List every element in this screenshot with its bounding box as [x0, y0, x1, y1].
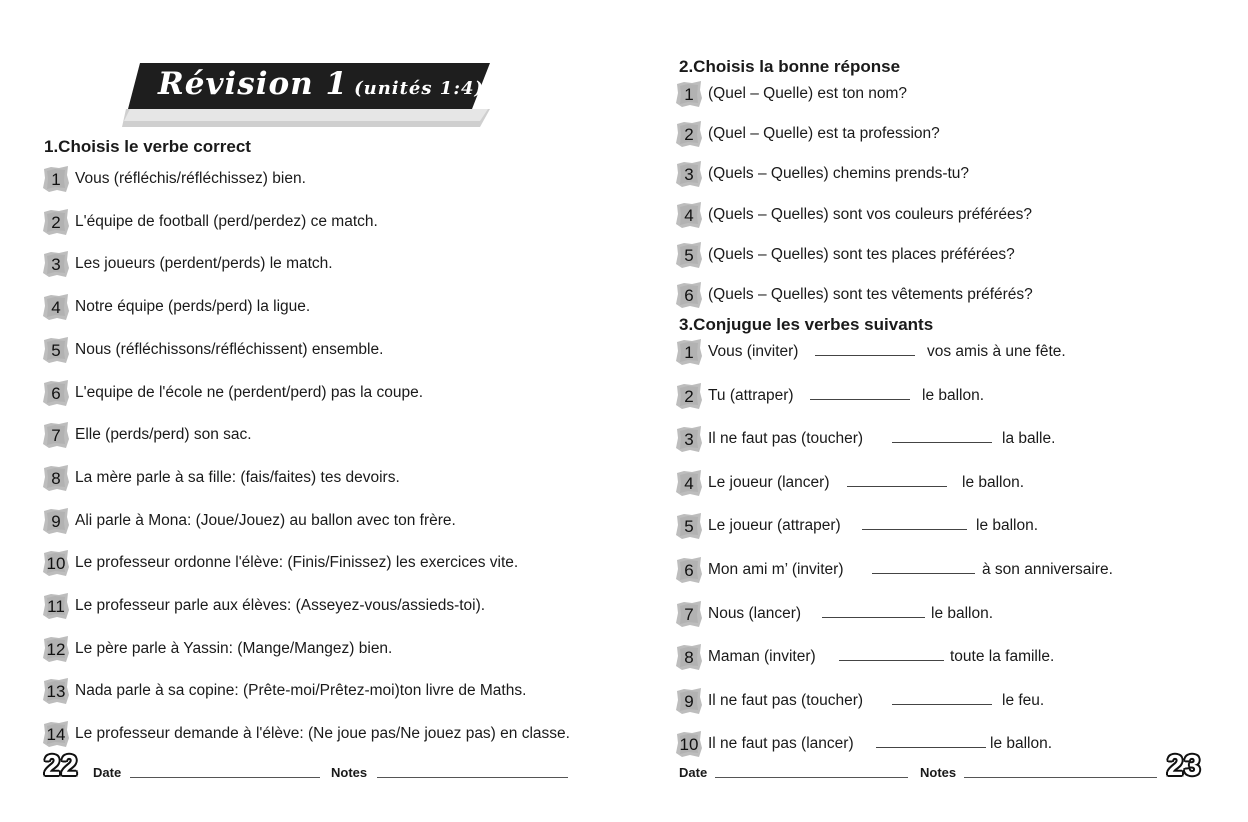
number-badge — [676, 426, 702, 452]
item-text: (Quels – Quelles) sont tes places préférées? — [708, 245, 1015, 263]
page-number-right: 23 — [1167, 750, 1202, 782]
exercise-item — [43, 550, 518, 576]
number-text: 2 — [51, 212, 61, 232]
answer-blank[interactable] — [876, 733, 986, 748]
number-text: 1 — [51, 170, 61, 189]
conjugation-item — [676, 557, 844, 583]
number-badge — [676, 282, 702, 308]
number-text: 6 — [51, 383, 61, 403]
item-text: Le professeur demande à l'élève: (Ne joue pas/Ne jouez pas) en classe. — [75, 725, 570, 743]
conjugation-item — [676, 470, 829, 496]
answer-blank[interactable] — [872, 559, 975, 574]
number-badge — [676, 470, 702, 496]
number-text: 8 — [684, 648, 694, 668]
item-text: Nada parle à sa copine: (Prête-moi/Prêtez-moi)ton livre de Maths. — [75, 682, 527, 700]
exercise-item — [43, 465, 400, 491]
number-badge — [43, 550, 69, 576]
number-badge — [676, 161, 702, 187]
item-suffix: le ballon. — [990, 735, 1053, 753]
section1-heading: 1.Choisis le verbe correct — [44, 137, 251, 156]
exercise-item — [43, 593, 485, 619]
number-badge — [676, 731, 702, 757]
number-text: 1 — [684, 343, 694, 362]
question-item — [676, 161, 969, 187]
answer-blank[interactable] — [892, 428, 992, 443]
number-text: 2 — [684, 386, 694, 406]
number-badge — [43, 508, 69, 534]
page-number-left: 22 — [44, 750, 79, 782]
number-badge — [43, 593, 69, 619]
number-text: 7 — [684, 604, 694, 624]
question-item — [676, 121, 940, 147]
item-continuation — [990, 731, 1052, 757]
item-text: Le père parle à Yassin: (Mange/Mangez) bien. — [75, 639, 393, 657]
exercise-item — [43, 636, 392, 662]
item-text: Elle (perds/perd) son sac. — [75, 426, 252, 444]
exercise-item — [43, 678, 526, 704]
answer-blank[interactable] — [810, 385, 910, 400]
date-label-right: Date — [679, 765, 708, 780]
number-text: 5 — [51, 340, 61, 360]
conjugation-item — [676, 731, 854, 757]
exercise-item — [43, 251, 333, 277]
item-text: (Quel – Quelle) est ta profession? — [708, 125, 940, 143]
item-text: Les joueurs (perdent/perds) le match. — [75, 255, 333, 273]
section2-heading: 2.Choisis la bonne réponse — [679, 57, 901, 76]
exercise-item — [43, 209, 378, 235]
number-badge — [43, 678, 69, 704]
item-suffix: toute la famille. — [950, 648, 1055, 666]
item-prompt: Tu (attraper) — [708, 386, 794, 404]
number-badge — [43, 251, 69, 277]
date-label-left: Date — [93, 765, 122, 780]
item-text: (Quels – Quelles) sont tes vêtements préférés? — [708, 286, 1033, 303]
item-prompt: Il ne faut pas (lancer) — [708, 735, 854, 753]
item-prompt: Maman (inviter) — [708, 648, 816, 666]
number-badge — [43, 166, 69, 192]
number-badge — [676, 242, 702, 268]
number-badge — [676, 644, 702, 670]
item-continuation — [982, 557, 1113, 583]
number-text: 5 — [684, 245, 694, 265]
exercise-item — [43, 422, 252, 448]
item-prompt: Il ne faut pas (toucher) — [708, 691, 864, 709]
number-badge — [43, 422, 69, 448]
number-badge — [43, 380, 69, 406]
number-text: 7 — [51, 426, 61, 446]
number-badge — [676, 81, 702, 107]
number-badge — [676, 601, 702, 627]
notes-line-left[interactable] — [377, 776, 568, 778]
item-prompt: Mon ami m’ (inviter) — [708, 561, 844, 578]
item-suffix: la balle. — [1002, 430, 1056, 448]
exercise-item — [43, 294, 310, 320]
question-item — [676, 81, 907, 107]
answer-blank[interactable] — [862, 515, 967, 530]
item-prompt: Le joueur (lancer) — [708, 473, 830, 491]
number-text: 6 — [684, 286, 694, 305]
item-text: Notre équipe (perds/perd) la ligue. — [75, 298, 311, 316]
item-suffix: le feu. — [1002, 691, 1045, 709]
item-prompt: Il ne faut pas (toucher) — [708, 430, 864, 448]
item-prompt: Nous (lancer) — [708, 604, 802, 622]
item-continuation — [950, 644, 1054, 670]
notes-label-right: Notes — [920, 765, 957, 780]
number-badge — [676, 688, 702, 714]
item-continuation — [931, 601, 993, 627]
item-text: Le professeur parle aux élèves: (Asseyez-vous/assieds-toi). — [75, 597, 486, 614]
number-badge — [676, 557, 702, 583]
item-continuation — [976, 513, 1038, 539]
item-continuation — [962, 470, 1024, 496]
item-text: Le professeur ordonne l'élève: (Finis/Finissez) les exercices vite. — [75, 554, 519, 572]
exercise-item — [43, 721, 570, 747]
item-text: Nous (réfléchissons/réfléchissent) ensemble. — [75, 340, 384, 358]
number-text: 1 — [684, 85, 694, 104]
item-text: (Quels – Quelles) chemins prends-tu? — [708, 165, 970, 183]
exercise-item — [43, 337, 383, 363]
number-badge — [43, 465, 69, 491]
item-text: Ali parle à Mona: (Joue/Jouez) au ballon avec ton frère. — [75, 511, 456, 529]
item-prompt: Vous (inviter) — [708, 343, 799, 360]
title-subtitle: (unités 1:4) — [354, 78, 484, 99]
number-badge — [676, 121, 702, 147]
item-suffix: le ballon. — [922, 386, 985, 404]
number-text: 3 — [51, 255, 61, 275]
item-suffix: le ballon. — [931, 604, 994, 622]
item-text: (Quels – Quelles) sont vos couleurs préférées? — [708, 205, 1032, 223]
conjugation-item — [676, 644, 816, 670]
number-badge — [43, 721, 69, 747]
number-badge — [676, 383, 702, 409]
date-line-right[interactable] — [715, 776, 908, 778]
notes-line-right[interactable] — [964, 776, 1157, 778]
number-text: 5 — [684, 517, 694, 537]
item-continuation — [927, 339, 1066, 365]
answer-blank[interactable] — [892, 690, 992, 705]
item-prompt: Le joueur (attraper) — [708, 517, 841, 535]
number-text: 8 — [51, 468, 61, 488]
answer-blank[interactable] — [815, 341, 915, 356]
item-text: La mère parle à sa fille: (fais/faites) tes devoirs. — [75, 468, 400, 486]
number-text: 10 — [46, 554, 66, 574]
question-item — [676, 282, 1033, 308]
exercise-item — [43, 380, 423, 406]
question-item — [676, 202, 1032, 228]
item-suffix: à son anniversaire. — [982, 561, 1113, 578]
item-continuation — [922, 383, 984, 409]
conjugation-item — [676, 426, 863, 452]
number-text: 3 — [684, 430, 694, 450]
number-text: 9 — [684, 691, 694, 711]
number-text: 4 — [684, 205, 694, 225]
section3-heading: 3.Conjugue les verbes suivants — [679, 315, 934, 334]
number-text: 4 — [684, 473, 694, 493]
item-text: L'equipe de l'école ne (perdent/perd) pas la coupe. — [75, 383, 424, 401]
number-text: 3 — [684, 165, 694, 185]
exercise-item — [43, 508, 456, 534]
item-suffix: le ballon. — [976, 517, 1039, 535]
number-badge — [43, 209, 69, 235]
answer-blank[interactable] — [822, 603, 925, 618]
number-text: 10 — [679, 735, 699, 755]
number-badge — [676, 339, 702, 365]
item-suffix: vos amis à une fête. — [927, 343, 1066, 360]
conjugation-item — [676, 513, 841, 539]
conjugation-item — [676, 601, 801, 627]
number-text: 2 — [684, 125, 694, 145]
item-suffix: le ballon. — [962, 473, 1025, 491]
number-badge — [43, 337, 69, 363]
number-text: 9 — [51, 511, 61, 531]
number-text: 14 — [46, 725, 66, 745]
item-continuation — [1002, 426, 1055, 452]
notes-label-left: Notes — [331, 765, 368, 780]
number-text: 11 — [47, 597, 65, 616]
page-title — [158, 66, 484, 102]
answer-blank[interactable] — [839, 646, 944, 661]
title-text: Révision 1 — [158, 66, 349, 102]
item-text: Vous (réfléchis/réfléchissez) bien. — [75, 170, 306, 187]
number-text: 13 — [46, 682, 66, 702]
conjugation-item — [676, 688, 863, 714]
date-line-left[interactable] — [130, 776, 320, 778]
number-text: 6 — [684, 561, 694, 580]
number-text: 4 — [51, 298, 61, 318]
exercise-item — [43, 166, 306, 192]
number-badge — [43, 294, 69, 320]
number-badge — [676, 202, 702, 228]
number-text: 12 — [46, 639, 66, 659]
item-continuation — [1002, 688, 1044, 714]
answer-blank[interactable] — [847, 472, 947, 487]
conjugation-item — [676, 339, 798, 365]
number-badge — [43, 636, 69, 662]
item-text: (Quel – Quelle) est ton nom? — [708, 85, 908, 102]
question-item — [676, 242, 1015, 268]
number-badge — [676, 513, 702, 539]
item-text: L'équipe de football (perd/perdez) ce match. — [75, 212, 378, 230]
conjugation-item — [676, 383, 794, 409]
